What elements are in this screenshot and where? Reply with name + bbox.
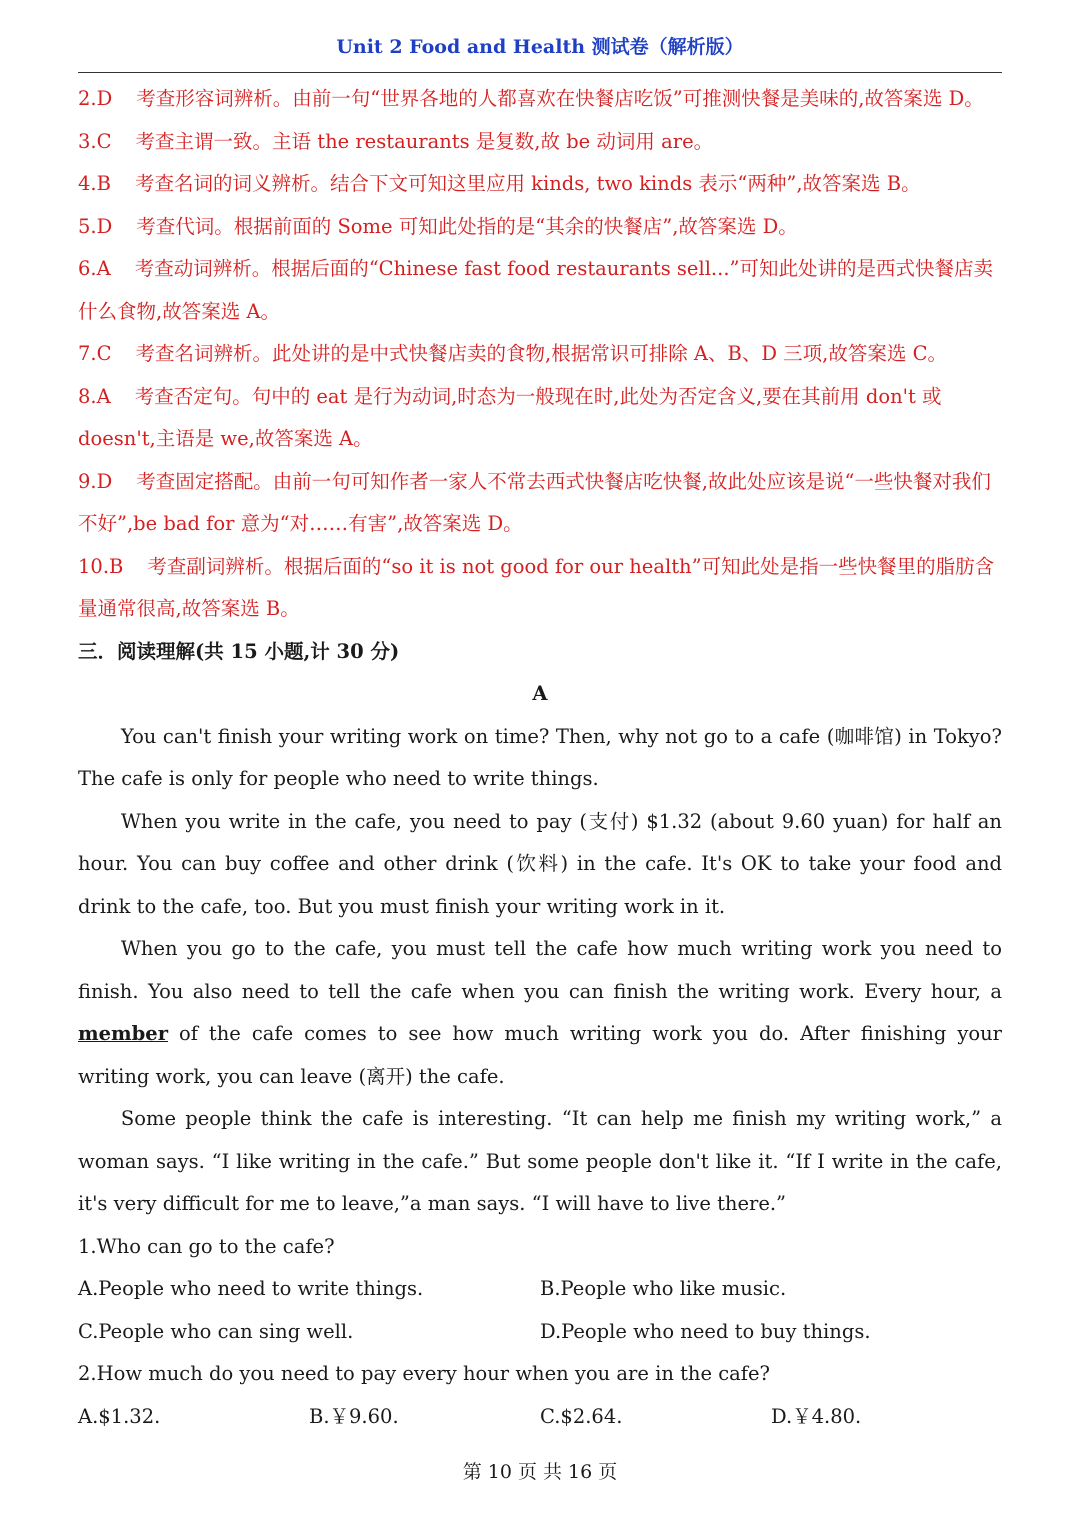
answer-explanation-10 (78, 546, 1002, 631)
answer-text: 考查动词辨析。根据后面的“Chinese fast food restaurants sell...”可知此处讲的是西式快餐店卖什么食物,故答案选 A。 (78, 257, 994, 323)
answer-explanation-4 (78, 163, 1002, 206)
answer-text: 考查否定句。句中的 eat 是行为动词,时态为一般现在时,此处为否定含义,要在其前用 don't 或 doesn't,主语是 we,故答案选 A。 (78, 384, 942, 450)
page-header-title: Unit 2 Food and Health 测试卷（解析版） (336, 36, 744, 58)
passage-paragraph (78, 928, 1002, 1098)
question-option: D.￥4.80. (771, 1404, 862, 1428)
answer-explanation-8 (78, 376, 1002, 461)
section-heading: 三．阅读理解(共 15 小题,计 30 分) (78, 639, 400, 663)
question-options-row (78, 1396, 1002, 1439)
passage-paragraph: You can't finish your writing work on time? Then, why not go to a cafe (咖啡馆) in Tokyo? The cafe is only for people who need to write things. (78, 724, 1002, 790)
answer-text: 考查代词。根据前面的 Some 可知此处指的是“其余的快餐店”,故答案选 D。 (136, 214, 798, 238)
answer-explanation-3 (78, 121, 1002, 164)
passage-paragraph: When you write in the cafe, you need to pay (支付) $1.32 (about 9.60 yuan) for half an hour. You can buy coffee and other drink (饮料) in the cafe. It's OK to take your food and drink to the cafe, too. But you must finish your writing work in it. (78, 809, 1002, 918)
answer-id: 6.A (78, 257, 111, 280)
question-option: B.￥9.60. (309, 1404, 399, 1428)
answer-text: 考查副词辨析。根据后面的“so it is not good for our health”可知此处是指一些快餐里的脂肪含量通常很高,故答案选 B。 (78, 554, 995, 620)
answer-id: 8.A (78, 384, 111, 408)
answer-id: 5.D (78, 214, 113, 238)
question-option: C.$2.64. (540, 1404, 623, 1428)
question-options-row (78, 1268, 1002, 1311)
answer-text: 考查固定搭配。由前一句可知作者一家人不常去西式快餐店吃快餐,故此处应该是说“一些快餐对我们不好”,be bad for 意为“对……有害”,故答案选 D。 (78, 469, 991, 535)
answer-text: 考查形容词辨析。由前一句“世界各地的人都喜欢在快餐店吃饭”可推测快餐是美味的,故答案选 D。 (136, 87, 984, 110)
paragraph-text: When you go to the cafe, you must tell the cafe how much writing work you need to finish. You also need to tell the cafe when you can finish the writing work. Every hour, a (78, 937, 1002, 1003)
header-divider (78, 72, 1002, 73)
question-stem: 2.How much do you need to pay every hour when you are in the cafe? (78, 1362, 770, 1385)
question-option: A.People who need to write things. (78, 1277, 424, 1300)
answer-text: 考查主谓一致。主语 the restaurants 是复数,故 be 动词用 are。 (135, 129, 714, 153)
answer-id: 9.D (78, 469, 113, 493)
answer-id: 3.C (78, 129, 112, 153)
answer-id: 2.D (78, 87, 113, 110)
question-option: C.People who can sing well. (78, 1319, 354, 1343)
question-option: D.People who need to buy things. (540, 1319, 871, 1343)
highlighted-word: member (78, 1022, 168, 1045)
answer-id: 7.C (78, 342, 112, 365)
page-footer: 第 10 页 共 16 页 (462, 1461, 618, 1483)
answer-explanation-9 (78, 461, 1002, 546)
paragraph-text: of the cafe comes to see how much writing work you do. After finishing your writing work, you can leave (离开) the cafe. (78, 1022, 1002, 1088)
answer-explanation-5 (78, 206, 1002, 249)
answer-text: 考查名词的词义辨析。结合下文可知这里应用 kinds, two kinds 表示“两种”,故答案选 B。 (134, 172, 921, 195)
answer-id: 10.B (78, 554, 124, 578)
answer-explanation-2 (78, 78, 1002, 121)
question-options-row (78, 1311, 1002, 1354)
passage-paragraph: Some people think the cafe is interesting. “It can help me finish my writing work,” a woman says. “I like writing in the cafe.” But some people don't like it. “If I write in the cafe, it's very difficult for me to leave,”a man says. “I will have to live there.” (78, 1107, 1002, 1215)
answer-id: 4.B (78, 172, 111, 195)
question-stem: 1.Who can go to the cafe? (78, 1234, 335, 1258)
passage-label: A (532, 682, 548, 705)
answer-text: 考查名词辨析。此处讲的是中式快餐店卖的食物,根据常识可排除 A、B、D 三项,故答案选 C。 (135, 342, 947, 365)
answer-explanation-6 (78, 248, 1002, 333)
question-option: A.$1.32. (78, 1404, 161, 1428)
answer-explanation-7 (78, 333, 1002, 376)
document-body (78, 78, 1002, 1438)
question-option: B.People who like music. (540, 1277, 787, 1300)
